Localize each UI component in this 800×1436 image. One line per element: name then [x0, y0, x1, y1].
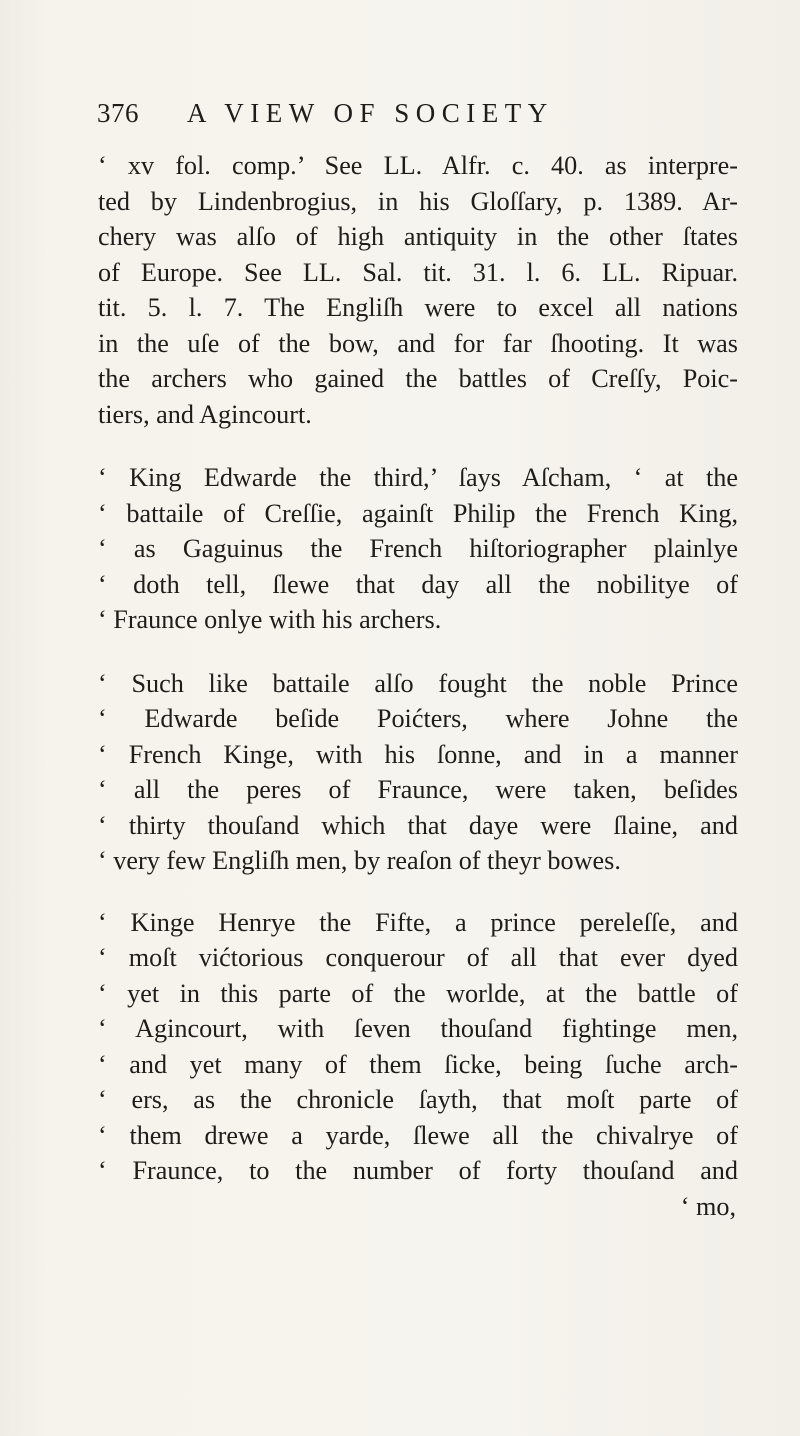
text-line: ‘ very few Engliſh men, by reaſon of theyr bowes. — [98, 846, 621, 875]
paragraph-2 — [98, 460, 738, 638]
body-text — [98, 148, 738, 1224]
text-line: ‘ moſt vićtorious conquerour of all that ever dyed — [98, 943, 738, 972]
text-line: ted by Lindenbrogius, in his Gloſſary, p. 1389. Ar- — [98, 186, 738, 216]
text-line: ‘ Kinge Henrye the Fifte, a prince pereleſſe, and — [98, 907, 738, 937]
text-line: ‘ and yet many of them ſicke, being ſuche arch- — [98, 1049, 738, 1079]
text-line: ‘ doth tell, ſlewe that day all the nobilitye of — [98, 569, 738, 599]
text-line: ‘ Edwarde beſide Poićters, where Johne the — [98, 704, 738, 733]
text-line: tit. 5. l. 7. The Engliſh were to excel all nations — [98, 293, 738, 322]
text-line: of Europe. See LL. Sal. tit. 31. l. 6. LL. Ripuar. — [98, 257, 738, 287]
paragraph-gap — [98, 432, 738, 460]
text-line: ‘ thirty thouſand which that daye were ſlaine, and — [98, 810, 738, 840]
paragraph-3 — [98, 666, 738, 879]
paragraph-gap — [98, 638, 738, 666]
page-header — [97, 98, 737, 138]
text-line: ‘ Fraunce, to the number of forty thouſand and — [98, 1156, 738, 1185]
text-line: ‘ yet in this parte of the worlde, at the battle of — [98, 978, 738, 1008]
paragraph-gap — [98, 879, 738, 905]
text-line: ‘ Fraunce onlye with his archers. — [98, 605, 442, 634]
text-line: ‘ French Kinge, with his ſonne, and in a manner — [98, 739, 738, 769]
text-line: tiers, and Agincourt. — [98, 399, 312, 429]
paragraph-1 — [98, 148, 738, 432]
text-line: the archers who gained the battles of Creſſy, Poic- — [98, 364, 738, 393]
text-line: ‘ all the peres of Fraunce, were taken, beſides — [98, 775, 738, 804]
text-line: ‘ Agincourt, with ſeven thouſand fightinge men, — [98, 1014, 738, 1043]
text-line: ‘ battaile of Creſſie, againſt Philip the French King, — [98, 498, 738, 528]
catchword: ‘ mo, — [680, 1191, 736, 1221]
text-line: ‘ Such like battaile alſo fought the noble Prince — [98, 668, 738, 698]
page-number: 376 — [97, 98, 139, 128]
text-line: ‘ as Gaguinus the French hiſtoriographer plainlye — [98, 534, 738, 563]
text-line: ‘ xv fol. comp.’ See LL. Alfr. c. 40. as interpre- — [98, 151, 738, 180]
text-line: ‘ them drewe a yarde, ſlewe all the chivalrye of — [98, 1120, 738, 1150]
text-line: ‘ King Edwarde the third,’ ſays Aſcham, ‘ at the — [98, 463, 738, 492]
text-line: ‘ ers, as the chronicle ſayth, that moſt parte of — [98, 1085, 738, 1114]
running-head: A VIEW OF SOCIETY — [187, 98, 554, 128]
paragraph-4 — [98, 905, 738, 1189]
text-line: chery was alſo of high antiquity in the other ſtates — [98, 222, 738, 251]
text-line: in the uſe of the bow, and for far ſhooting. It was — [98, 328, 738, 358]
